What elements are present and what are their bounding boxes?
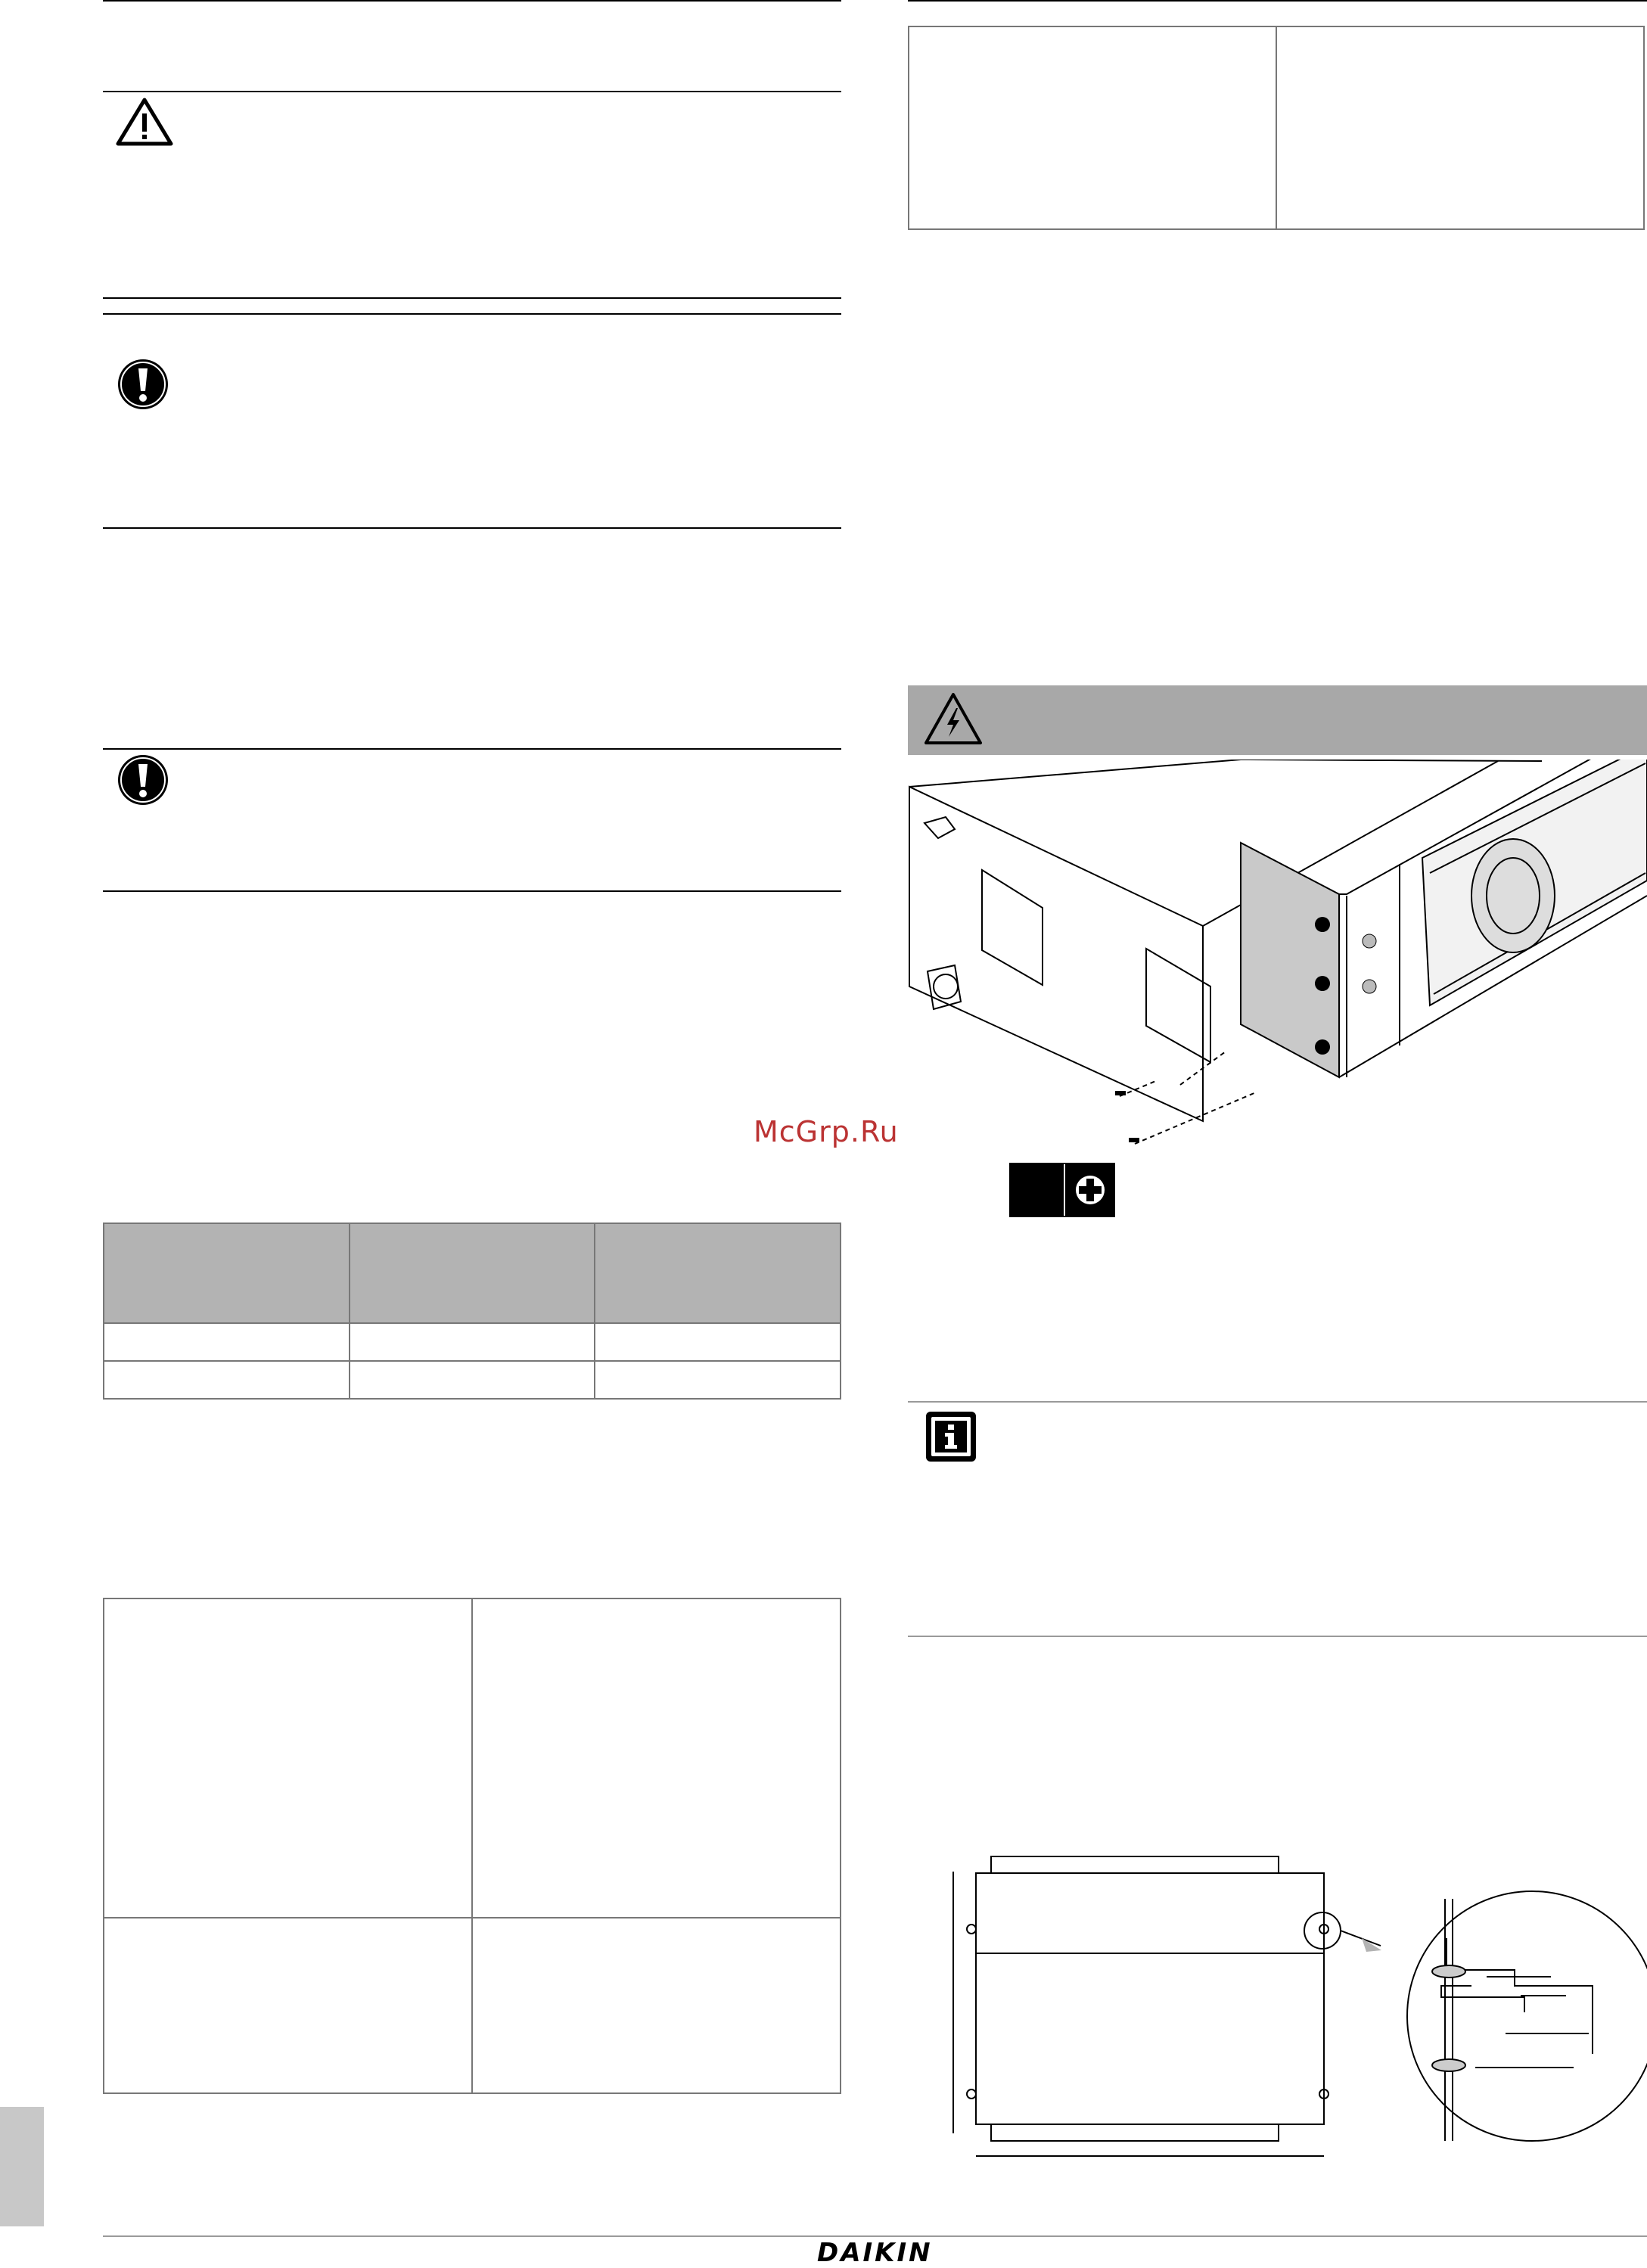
information-icon	[924, 1410, 977, 1463]
table-row	[104, 1598, 841, 1918]
phillips-screwdriver-icon	[1065, 1164, 1115, 1216]
info-top-rule	[908, 1401, 1647, 1403]
tool-badge	[1009, 1163, 1115, 1217]
table-header-cell	[350, 1223, 595, 1323]
right-top-table	[908, 26, 1645, 230]
notice-top-rule-1	[103, 313, 841, 315]
table-cell	[104, 1598, 472, 1918]
table-row	[104, 1323, 841, 1361]
table-row	[104, 1918, 841, 2093]
table-row	[104, 1361, 841, 1399]
exclamation-circle-icon	[117, 358, 169, 411]
table-cell	[350, 1361, 595, 1399]
table-cell	[1276, 26, 1644, 229]
warning-triangle-icon	[115, 97, 174, 147]
table-cell	[104, 1361, 350, 1399]
table-cell	[104, 1918, 472, 2093]
electric-hazard-icon	[923, 691, 984, 746]
table-cell	[104, 1323, 350, 1361]
table-cell	[350, 1323, 595, 1361]
table-header-cell	[595, 1223, 841, 1323]
suspension-installation-drawing	[946, 1853, 1647, 2171]
table-cell	[472, 1918, 841, 2093]
table-cell	[472, 1598, 841, 1918]
notice-bottom-rule-2	[103, 890, 841, 892]
table-header-cell	[104, 1223, 350, 1323]
spec-table	[103, 1223, 841, 1400]
watermark-text: McGrp.Ru	[754, 1115, 899, 1148]
chapter-side-tab	[0, 2107, 44, 2226]
warning-top-rule	[103, 91, 841, 92]
warning-bottom-rule	[103, 297, 841, 299]
table-cell	[595, 1323, 841, 1361]
table-row	[909, 26, 1644, 229]
two-column-table	[103, 1598, 841, 2094]
info-bottom-rule	[908, 1636, 1647, 1637]
top-rule-right	[908, 0, 1647, 2]
footer-rule	[103, 2235, 1647, 2237]
exclamation-circle-icon	[117, 753, 169, 806]
notice-top-rule-2	[103, 748, 841, 750]
table-cell	[909, 26, 1276, 229]
top-rule	[103, 0, 841, 2]
danger-banner	[908, 685, 1647, 755]
daikin-logo: DAIKIN	[817, 2238, 933, 2268]
table-cell	[595, 1361, 841, 1399]
notice-bottom-rule-1	[103, 527, 841, 529]
